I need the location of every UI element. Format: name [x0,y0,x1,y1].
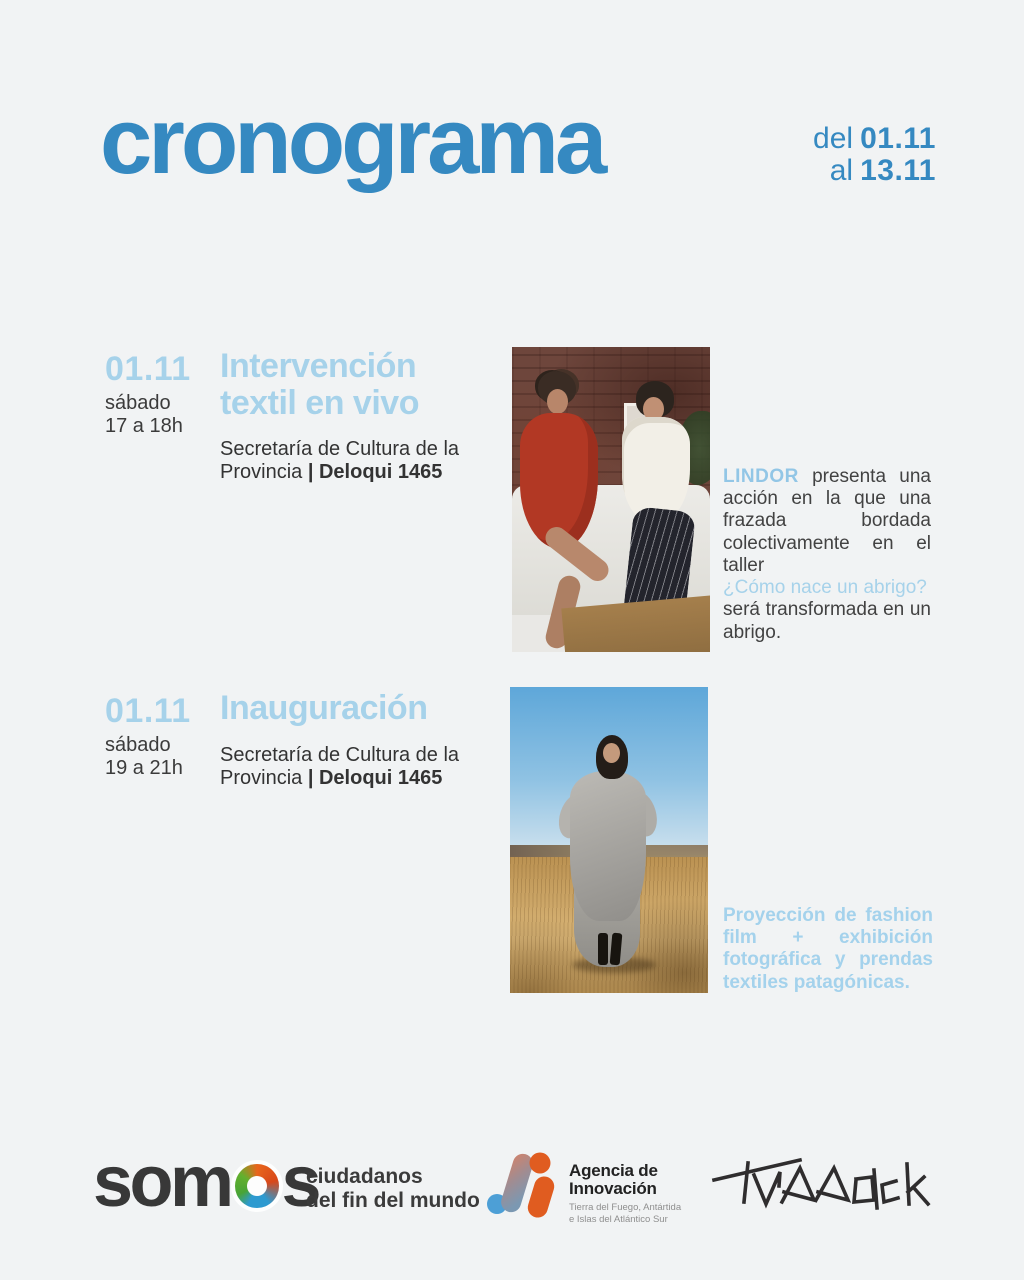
event1-venue-address: | Deloqui 1465 [307,461,443,484]
event1-venue [220,438,482,484]
event1-desc-body: presenta una acción en la que una frazada bordada colectivamente en el taller [723,466,931,576]
agencia-sub-line2: e Islas del Atlántico Sur [569,1213,668,1225]
date-range-to [813,155,936,187]
date-to-value: 13.11 [860,153,936,187]
event1-desc-highlight: LINDOR [723,466,799,487]
event2-venue [220,744,482,790]
event2-venue-address: | Deloqui 1465 [307,766,443,789]
tussock-logo [710,1150,938,1221]
event1-time: 17 a 18h [105,414,183,437]
event2-datetime [105,694,191,779]
event2-description [723,905,933,994]
agencia-logo-mark-icon [486,1146,560,1222]
agencia-name-line2: Innovación [569,1179,657,1199]
date-from-value: 01.11 [860,122,936,155]
date-from-label: del [813,122,854,155]
event2-photo [510,687,708,993]
event1-photo [512,347,710,652]
somos-wordmark-end: s [281,1142,319,1222]
event1-desc-tail: será transformada en un abrigo. [723,599,931,643]
agencia-innovacion-logo [486,1146,681,1226]
event1-desc-question: ¿Cómo nace un abrigo? [723,577,927,599]
tussock-logo-icon [710,1150,938,1216]
event2-info [220,690,482,790]
event2-title: Inauguración [220,689,428,727]
date-to-label: al [829,153,854,187]
somos-logo [93,1142,319,1222]
event1-description [723,466,931,644]
somos-tagline-line1: ciudadanos [306,1165,423,1188]
event1-info [220,348,482,484]
somos-wordmark-start: som [93,1142,231,1222]
event1-date: 01.11 [105,350,191,388]
page-title: cronograma [100,88,604,193]
somos-tagline [306,1165,480,1212]
agencia-logo-text [569,1146,681,1226]
figure-boot [598,933,608,965]
event2-desc-paragraph: Proyección de fashion film + exhibición fotográfica y prendas textiles patagónicas. [723,905,933,993]
date-range-from [813,123,936,155]
figure-gray-dress [570,771,646,921]
event1-datetime [105,352,191,437]
agencia-name-line1: Agencia de [569,1161,658,1180]
figure-face [603,743,620,763]
event2-day: sábado [105,734,171,756]
figure-right-white-blouse [622,417,690,521]
event1-day: sábado [105,392,171,414]
date-range [813,123,936,186]
event1-desc-paragraph [723,466,931,577]
somos-ring-icon [235,1164,279,1208]
event2-venue-name: Secretaría de Cultura de la Provincia [220,743,460,789]
event2-date: 01.11 [105,692,191,730]
event1-title: Intervención textil en vivo [220,347,419,422]
agencia-sub-line1: Tierra del Fuego, Antártida [569,1202,682,1214]
somos-tagline-line2: del fin del mundo [306,1188,480,1212]
event1-venue-name: Secretaría de Cultura de la Provincia [220,438,460,484]
event2-time: 19 a 21h [105,756,183,779]
figure-left-face [547,389,568,414]
